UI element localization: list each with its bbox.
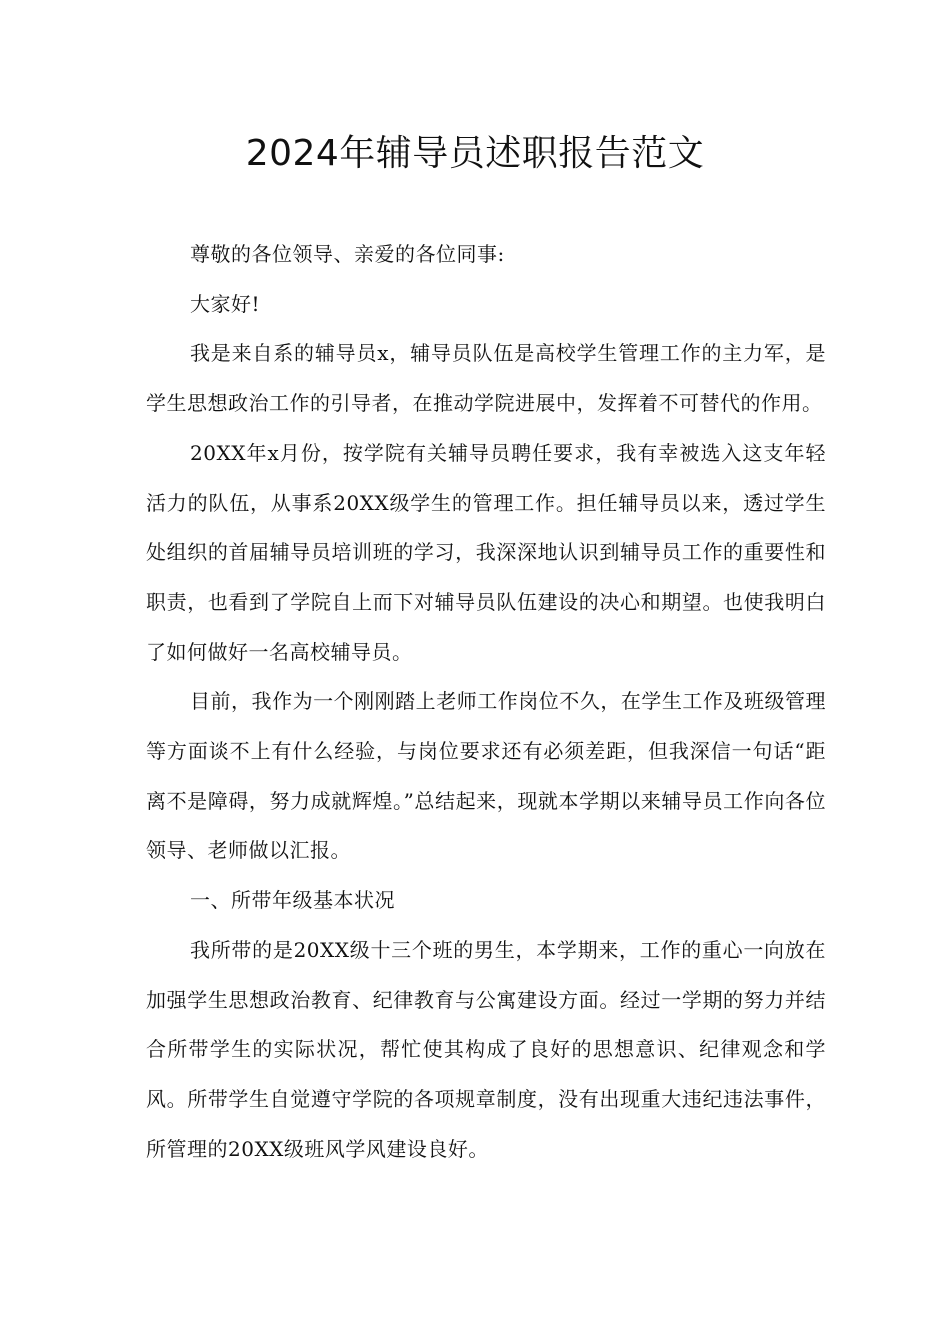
document-body [146,230,826,1174]
salutation-paragraph: 尊敬的各位领导、亲爱的各位同事: [190,242,505,266]
body-paragraph: 我是来自系的辅导员x，辅导员队伍是高校学生管理工作的主力军，是学生思想政治工作的引导者，在推动学院进展中，发挥着不可替代的作用。 [146,341,826,416]
section-heading: 一、所带年级基本状况 [190,888,395,913]
body-paragraph: 目前，我作为一个刚刚踏上老师工作岗位不久，在学生工作及班级管理等方面谈不上有什么经验，与岗位要求还有必须差距，但我深信一句话“距离不是障碍，努力成就辉煌。”总结起来，现就本学期以来辅导员工作向各位领导、老师做以汇报。 [146,689,826,863]
body-paragraph: 我所带的是20XX级十三个班的男生，本学期来，工作的重心一向放在加强学生思想政治教育、纪律教育与公寓建设方面。经过一学期的努力并结合所带学生的实际状况，帮忙使其构成了良好的思想意识、纪律观念和学风。所带学生自觉遵守学院的各项规章制度，没有出现重大违纪违法事件，所管理的20XX级班风学风建设良好。 [146,937,826,1161]
greeting-paragraph: 大家好! [190,291,261,316]
body-paragraph: 20XX年x月份，按学院有关辅导员聘任要求，我有幸被选入这支年轻活力的队伍，从事系20XX级学生的管理工作。担任辅导员以来，透过学生处组织的首届辅导员培训班的学习，我深深地认识到辅导员工作的重要性和职责，也看到了学院自上而下对辅导员队伍建设的决心和期望。也使我明白了如何做好一名高校辅导员。 [146,440,826,664]
document-title: 2024年辅导员述职报告范文 [245,133,705,174]
